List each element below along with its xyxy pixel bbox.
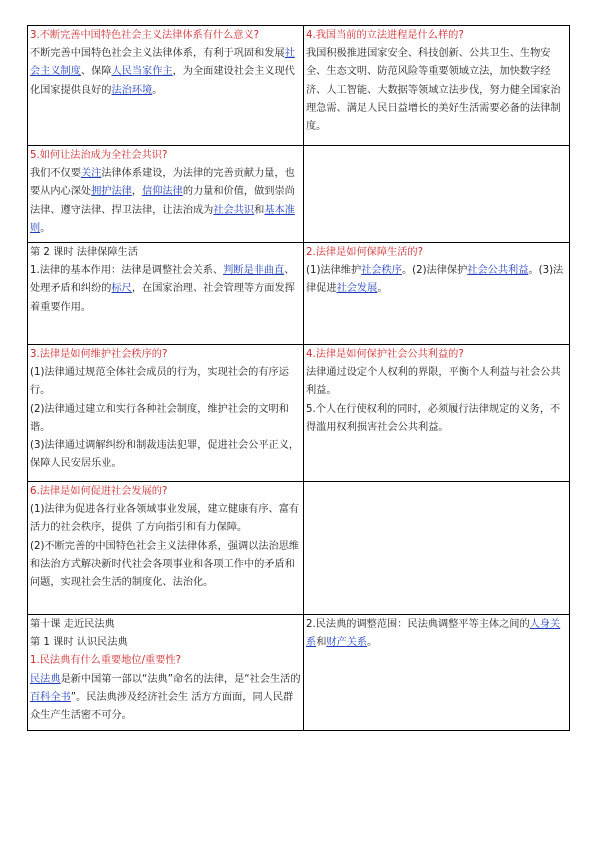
- notes-table: [27, 25, 570, 731]
- body-text: 和: [254, 204, 265, 216]
- body-text: 第 1 课时 认识民法典: [30, 637, 128, 649]
- paragraph: [30, 147, 301, 165]
- right-cell: [304, 146, 570, 243]
- keyword-link[interactable]: 百科全书: [30, 691, 71, 703]
- question-heading: 5.如何让法治成为全社会共识?: [30, 150, 168, 161]
- body-text: 2.民法典的调整范围：民法典调整平等主体之间的: [306, 619, 530, 630]
- keyword-link[interactable]: 社会共识: [213, 204, 255, 216]
- right-cell: [304, 482, 570, 615]
- body-text: 。: [377, 283, 388, 295]
- paragraph: [306, 401, 567, 437]
- left-cell: [28, 345, 304, 482]
- right-cell: [304, 243, 570, 345]
- body-text: ”。民法典涉及经济社会生 活方方面面，同人民群众生产生活密不可分。: [30, 691, 294, 722]
- body-text: (1)法律为促进各行业各领域事业发展，建立健康有序、富有活力的社会秩序，提供 了方向指引和有力保障。: [30, 504, 300, 534]
- paragraph: [30, 616, 301, 634]
- question-heading: 3.不断完善中国特色社会主义法律体系有什么意义?: [30, 30, 260, 41]
- table-row: [28, 26, 570, 146]
- keyword-link[interactable]: 民法典: [30, 673, 61, 685]
- body-text: 。: [40, 222, 51, 234]
- body-text: 5.个人在行使权利的同时，必须履行法律规定的义务，不得滥用权利损害社会公共利益。: [306, 403, 561, 433]
- paragraph: [30, 483, 301, 501]
- left-cell: [28, 615, 304, 731]
- body-text: 不断完善中国特色社会主义法律体系，有利于巩固和发展: [30, 48, 285, 60]
- body-text: (1)法律维护: [306, 265, 362, 277]
- body-text: 、保障: [80, 66, 112, 78]
- body-text: (2)法律通过建立和实行各种社会制度，维护社会的文明和谐。: [30, 403, 289, 433]
- keyword-link[interactable]: 人身关系: [306, 619, 561, 649]
- paragraph: [30, 346, 301, 364]
- left-cell: [28, 26, 304, 146]
- question-heading: 2.法律是如何保障生活的?: [306, 247, 424, 258]
- body-text: 法律通过设定个人权利的界限，平衡个人利益与社会公共利益。: [306, 367, 561, 397]
- body-text: 。(3)法律促进: [306, 265, 564, 295]
- keyword-link[interactable]: 拥护法律: [91, 186, 132, 198]
- keyword-link[interactable]: 信仰法律: [142, 186, 183, 198]
- body-text: 。: [152, 84, 163, 96]
- paragraph: [30, 501, 301, 537]
- paragraph: [30, 401, 301, 437]
- keyword-link[interactable]: 判断是非曲直: [223, 265, 285, 277]
- right-cell: [304, 26, 570, 146]
- keyword-link[interactable]: 法治环境: [111, 84, 153, 96]
- left-cell: [28, 482, 304, 615]
- body-text: 1.法律的基本作用：法律是调整社会关系、: [30, 265, 224, 277]
- paragraph: [30, 437, 301, 473]
- paragraph: [306, 346, 567, 364]
- body-text: 第十课 走近民法典: [30, 619, 115, 630]
- keyword-link[interactable]: 社会秩序: [361, 265, 402, 277]
- body-text: 法律体系建设，为法律的完善贡献力量，也要从内心深处: [30, 168, 295, 198]
- paragraph: [306, 364, 567, 400]
- body-text: 。: [367, 637, 378, 649]
- body-text: (3)法律通过调解纠纷和制裁违法犯罪，促进社会公平正义，保障人民安居乐业。: [30, 440, 300, 470]
- keyword-link[interactable]: 财产关系: [326, 637, 368, 649]
- paragraph: [306, 27, 567, 45]
- table-row: [28, 146, 570, 243]
- paragraph: [30, 671, 301, 726]
- table-row: [28, 615, 570, 731]
- keyword-link[interactable]: 人民当家作主: [111, 66, 173, 78]
- body-text: (1)法律通过规范全体社会成员的行为，实现社会的有序运行。: [30, 367, 289, 397]
- body-text: ，为全面建设社会主义现代化国家提供良好的: [30, 66, 295, 96]
- question-heading: 1.民法典有什么重要地位/重要性?: [30, 655, 181, 667]
- paragraph: [30, 538, 301, 593]
- paragraph: [30, 165, 301, 238]
- paragraph: [30, 652, 301, 670]
- keyword-link[interactable]: 关注: [80, 168, 102, 180]
- paragraph: [306, 45, 567, 136]
- keyword-link[interactable]: 标尺: [111, 283, 132, 295]
- paragraph: [30, 27, 301, 45]
- question-heading: 3.法律是如何维护社会秩序的?: [30, 349, 168, 360]
- body-text: (2)不断完善的中国特色社会主义法律体系，强调以法治思维和法治方式解决新时代社会各项事业和各项工作中的矛盾和问题，实现社会生活的制度化、法治化。: [30, 540, 300, 589]
- table-row: [28, 243, 570, 345]
- keyword-link[interactable]: 社会公共利益: [467, 265, 529, 277]
- body-text: ，在国家治理、社会管理等方面发挥着重要作用。: [30, 283, 295, 313]
- body-text: 我国积极推进国家安全、科技创新、公共卫生、生物安全、生态文明、防范风险等重要领域立法，加快数字经济、人工智能、大数据等领域立法步伐，努力健全国家治理急需、满足人民日益增长的美好生活需要必备的法律制度。: [306, 48, 561, 133]
- body-text: 、处理矛盾和纠纷的: [30, 265, 295, 295]
- paragraph: [30, 262, 301, 317]
- body-text: 我们不仅要: [30, 168, 81, 180]
- table-row: [28, 345, 570, 482]
- right-cell: [304, 615, 570, 731]
- question-heading: 4.法律是如何保护社会公共利益的?: [306, 349, 464, 360]
- keyword-link[interactable]: 社会发展: [336, 283, 378, 295]
- keyword-link[interactable]: 社会主义制度: [30, 48, 295, 78]
- paragraph: [30, 634, 301, 652]
- question-heading: 4.我国当前的立法进程是什么样的?: [306, 30, 464, 41]
- right-cell: [304, 345, 570, 482]
- left-cell: [28, 146, 304, 243]
- body-text: 和: [316, 637, 327, 649]
- paragraph: [306, 262, 567, 298]
- paragraph: [30, 244, 301, 262]
- body-text: 是新中国第一部以“法典”命名的法律，是“社会生活的: [60, 673, 301, 685]
- keyword-link[interactable]: 基本准则: [30, 204, 295, 234]
- paragraph: [306, 616, 567, 652]
- paragraph: [30, 45, 301, 100]
- body-text: 第 2 课时 法律保障生活: [30, 247, 138, 258]
- paragraph: [30, 364, 301, 400]
- table-row: [28, 482, 570, 615]
- body-text: ，: [131, 186, 143, 198]
- left-cell: [28, 243, 304, 345]
- body-text: 的力量和价值，做到崇尚法律、遵守法律、捍卫法律，让法治成为: [30, 186, 295, 216]
- paragraph: [306, 244, 567, 262]
- question-heading: 6.法律是如何促进社会发展的?: [30, 486, 168, 497]
- body-text: 。(2)法律保护: [401, 265, 468, 277]
